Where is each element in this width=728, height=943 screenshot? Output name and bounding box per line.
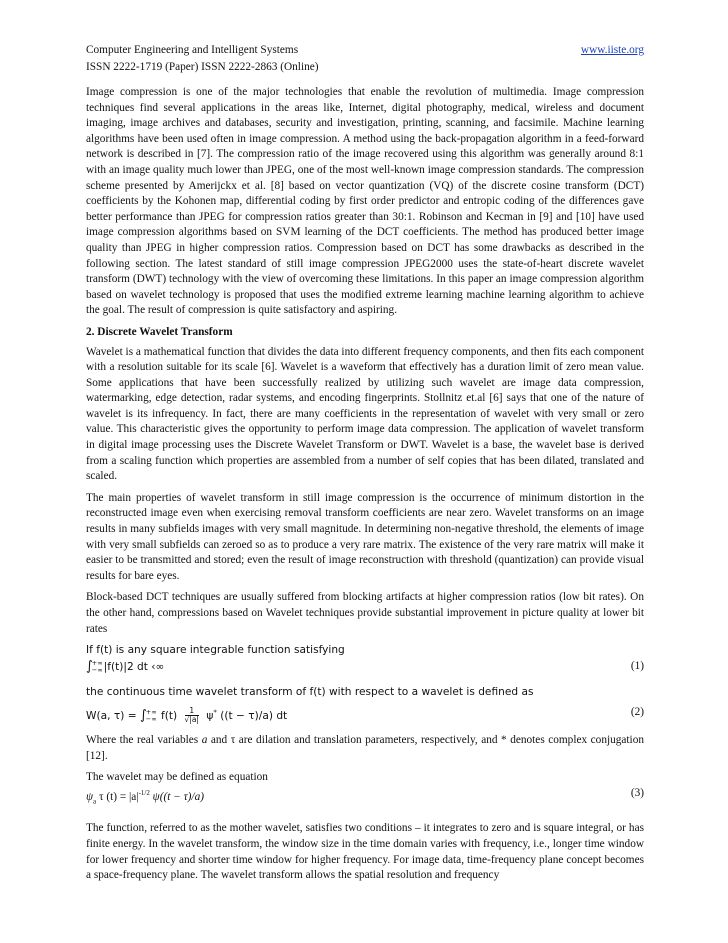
integral-limits: +∞ −∞	[91, 658, 103, 674]
equation-intro: The wavelet may be defined as equation	[86, 771, 268, 784]
body-paragraph: Where the real variables a and τ are dilation and translation parameters, respectively, and * denotes complex conjugation [12].	[86, 733, 644, 762]
psi-symbol: ψ	[86, 790, 94, 803]
psi-symbol: ψ	[206, 709, 214, 722]
fraction: $\frac{1}{√|a|}$	[184, 706, 199, 724]
journal-url-link[interactable]: www.iiste.org	[580, 44, 644, 56]
equation-number: (3)	[630, 786, 644, 799]
body-paragraph: Block-based DCT techniques are usually suffered from blocking artifacts at higher compression ratios (low bit rates). On the other hand, compressions based on Wavelet techniques provide substantial improvement in picture quality at lower bit rates	[86, 591, 644, 635]
equation-2	[86, 705, 644, 727]
equation-body: |f(t)|2 dt ‹∞	[103, 660, 165, 673]
body-paragraph: The main properties of wavelet transform in still image compression is the occurrence of minimum distortion in the reconstructed image even when exercising removal transform coefficients are near zero. Wavelet transforms on an image results in many subfields images with very small magnitude. In determining non-negative threshold, the elements of image with very small subfields can zeroed so as to produce a very rare matrix. The existence of the very rare matrix will make it easier to be transmitted and stored; even the result of image reconstruction with threshold (quantization) can provide visual results for bare eyes.	[86, 491, 644, 582]
page	[86, 42, 644, 884]
equation-term: τ (t) = |a|	[98, 790, 139, 803]
section-heading: 2. Discrete Wavelet Transform	[86, 325, 233, 338]
body-paragraph: Wavelet is a mathematical function that divides the data into different frequency components, and then fits each component with a resolution suitable for its scale [6]. Wavelet is a waveform that effectively has a duration limit of zero mean value. Some applications that have been successfully realized by utilizing such wavelet are image data compression, watermarking, edge detection, radar systems, and encoding fingerprints. Stollnitz et.al [6] says that one of the nature of wavelet is its infrequency. In fact, there are many coefficients in the representation of wavelet with very small or zero value. This characteristic gives the opportunity to perform image data compression. The application of wavelet transform in digital image processing uses the Discrete Wavelet Transform or DWT. Wavelet is a base, the wavelet base is derived from a scaling function which properties are assembled from a number of self copies that has been dilated, translated and scaled.	[86, 345, 644, 483]
integral-sign: ∫	[86, 658, 93, 674]
conjugate-star: *	[213, 707, 217, 716]
integral-limits: +∞ −∞	[145, 707, 157, 723]
subscript: a	[93, 796, 97, 805]
equation-term: f(t)	[161, 709, 178, 722]
equation-number: (2)	[630, 705, 644, 718]
issn-line: ISSN 2222-1719 (Paper) ISSN 2222-2863 (Online)	[86, 61, 319, 73]
equation-lhs: W(a, τ) =	[86, 709, 137, 722]
equation-intro: If f(t) is any square integrable function satisfying	[86, 644, 345, 657]
body-paragraph: The function, referred to as the mother wavelet, satisfies two conditions – it integrates to zero and is square integral, or has finite energy. In the wavelet transform, the window size in the time domain varies with frequency, i.e., longer time window for lower frequency and shorter time window for higher frequency. For image data, time-frequency plane concept becomes a space-frequency plane. The wavelet transform allows the spatial resolution and frequency	[86, 822, 644, 882]
equation-body: ((t − τ)/a) dt	[220, 709, 288, 722]
intro-paragraph: Image compression is one of the major technologies that enable the revolution of multimedia. Image compression techniques find several applications in the areas like, Internet, digital photography, medical, wireless and document imaging, image archives and databases, security and investigation, printing, scanning, and facsimile. Machine learning algorithms have been used often in image compression. A method using the back-propagation algorithm in a feed-forward network is described in [7]. The compression ratio of the image recovered using this algorithm was generally around 8:1 with an image quality much lower than JPEG, one of the most well-known image compression standards. The compression scheme presented by Amerijckx et al. [8] based on vector quantization (VQ) of the discrete cosine transform (DCT) coefficients by the Kohonen map, differential coding by first order predictor and entropic coding of the differences gave better performance than JPEG for compression ratios greater than 30:1. Robinson and Kecman in [9] and [10] have used image compression algorithms based on SVM learning of the DCT coefficients. The method has produced better image quality than JPEG in higher compression ratios. Compression based on DCT has some drawbacks as described in the following section. The latest standard of still image compression JPEG2000 uses the state-of-heart discrete wavelet transform (DWT) technology with the view of overcoming these limitations. In this paper an image compression algorithm based on wavelet technology is proposed that uses the modified extreme learning machine learning algorithm to achieve the goal. The result of compression is quite satisfactory and aspiring.	[86, 86, 644, 317]
journal-name: Computer Engineering and Intelligent Systems	[86, 44, 299, 56]
integral-sign: ∫	[139, 707, 147, 723]
equation-body: ψ((t − τ)/a)	[152, 790, 204, 803]
equation-3	[86, 786, 644, 810]
superscript: -1/2	[138, 788, 150, 797]
equation-intro: the continuous time wavelet transform of f(t) with respect to a wavelet is defined as	[86, 686, 534, 699]
running-header	[86, 42, 644, 76]
equation-1	[86, 659, 644, 676]
equation-number: (1)	[630, 659, 644, 672]
